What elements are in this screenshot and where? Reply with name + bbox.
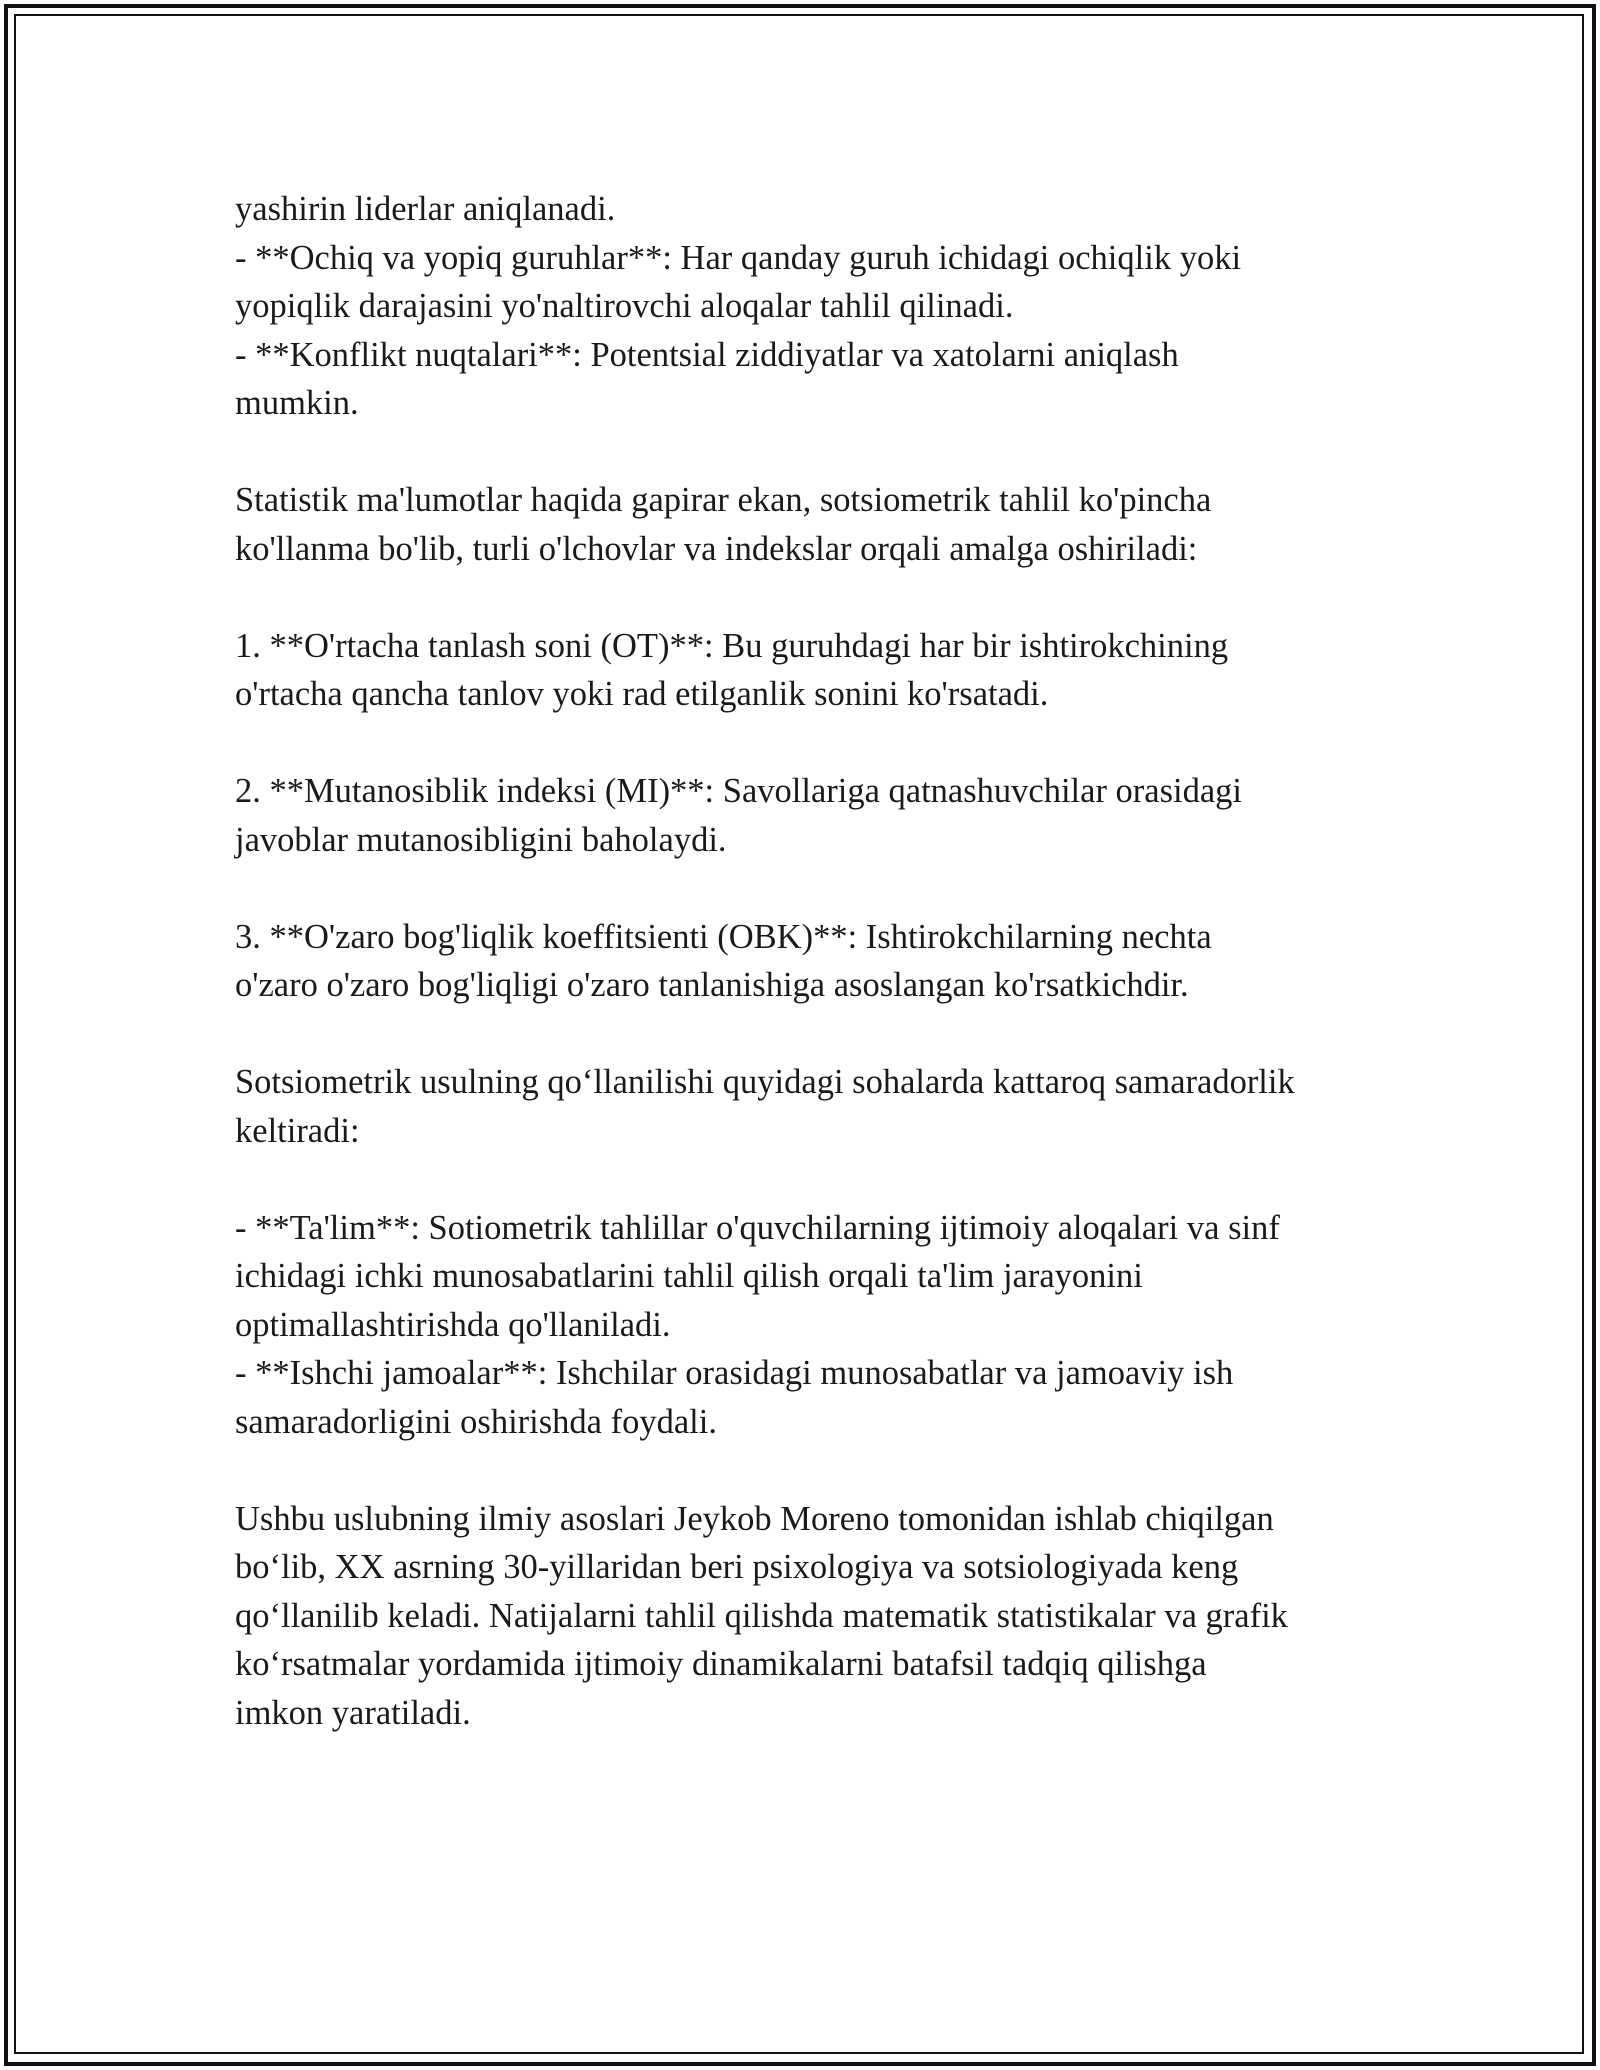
text-line: mumkin. bbox=[235, 384, 359, 422]
text-line: - **Konflikt nuqtalari**: Potentsial ziddiyatlar va xatolarni aniqlash bbox=[235, 335, 1179, 374]
text-line: 2. **Mutanosiblik indeksi (MI)**: Savollariga qatnashuvchilar orasidagi bbox=[235, 772, 1243, 810]
text-line: - **Ta'lim**: Sotiometrik tahlillar o'quvchilarning ijtimoiy aloqalari va sinf bbox=[235, 1208, 1280, 1247]
text-line: Statistik ma'lumotlar haqida gapirar ekan, sotsiometrik tahlil ko'pincha bbox=[235, 481, 1212, 519]
text-line: optimallashtirishda qo'llaniladi. bbox=[235, 1305, 671, 1344]
text-line: javoblar mutanosibligini baholaydi. bbox=[235, 820, 727, 859]
text-line: qo‘llanilib keladi. Natijalarni tahlil qilishda matematik statistikalar va grafik bbox=[235, 1596, 1288, 1635]
text-line: Ushbu uslubning ilmiy asoslari Jeykob Moreno tomonidan ishlab chiqilgan bbox=[235, 1499, 1274, 1538]
blank-line bbox=[235, 1446, 1375, 1495]
blank-line bbox=[235, 719, 1375, 768]
blank-line bbox=[235, 1010, 1375, 1059]
blank-line bbox=[235, 573, 1375, 622]
text-line: ko‘rsatmalar yordamida ijtimoiy dinamikalarni batafsil tadqiq qilishga bbox=[235, 1645, 1207, 1683]
text-line: 1. **O'rtacha tanlash soni (OT)**: Bu guruhdagi har bir ishtirokchining bbox=[235, 626, 1229, 665]
text-line: keltiradi: bbox=[235, 1111, 360, 1150]
text-line: o'rtacha qancha tanlov yoki rad etilganlik sonini ko'rsatadi. bbox=[235, 675, 1049, 713]
text-line: ko'llanma bo'lib, turli o'lchovlar va indekslar orqali amalga oshiriladi: bbox=[235, 529, 1198, 568]
blank-line bbox=[235, 864, 1375, 913]
document-body bbox=[235, 185, 1375, 1737]
text-line: bo‘lib, XX asrning 30-yillaridan beri psixologiya va sotsiologiyada keng bbox=[235, 1548, 1239, 1586]
text-line: - **Ochiq va yopiq guruhlar**: Har qanday guruh ichidagi ochiqlik yoki bbox=[235, 238, 1242, 277]
text-line: yopiqlik darajasini yo'naltirovchi aloqalar tahlil qilinadi. bbox=[235, 287, 1014, 325]
blank-line bbox=[235, 428, 1375, 477]
text-line: - **Ishchi jamoalar**: Ishchilar orasidagi munosabatlar va jamoaviy ish bbox=[235, 1354, 1234, 1392]
text-line: 3. **O'zaro bog'liqlik koeffitsienti (OBK)**: Ishtirokchilarning nechta bbox=[235, 917, 1212, 956]
text-line: imkon yaratiladi. bbox=[235, 1693, 471, 1732]
blank-line bbox=[235, 1155, 1375, 1204]
text-line: yashirin liderlar aniqlanadi. bbox=[235, 190, 616, 228]
text-line: ichidagi ichki munosabatlarini tahlil qilish orqali ta'lim jarayonini bbox=[235, 1257, 1143, 1295]
text-line: o'zaro o'zaro bog'liqligi o'zaro tanlanishiga asoslangan ko'rsatkichdir. bbox=[235, 966, 1189, 1004]
text-line: Sotsiometrik usulning qo‘llanilishi quyidagi sohalarda kattaroq samaradorlik bbox=[235, 1063, 1295, 1101]
text-line: samaradorligini oshirishda foydali. bbox=[235, 1402, 717, 1441]
